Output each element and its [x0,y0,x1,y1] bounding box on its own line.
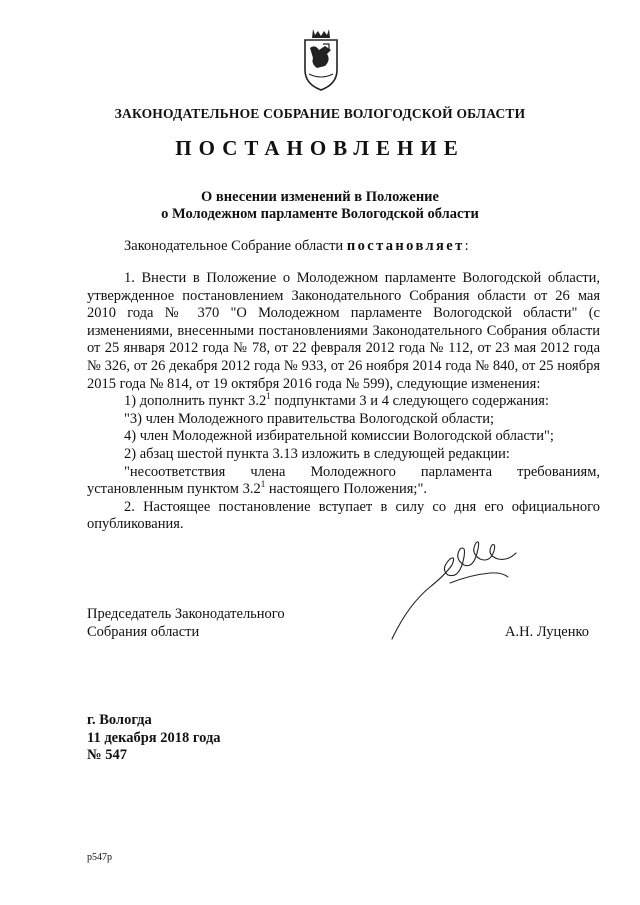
intro-suffix: : [464,238,469,254]
document-code: р547р [87,852,112,863]
subject-line-1: О внесении изменений в Положение [201,189,439,205]
resolution-intro [124,238,469,255]
place-and-date [87,712,221,765]
item-1-subpoint-3: "3) член Молодежного правительства Вологодской области; [124,410,494,427]
quote-superscript: 1 [260,479,266,490]
document-number: № 547 [87,747,127,763]
intro-verb: постановляет [346,238,465,254]
resolution-body [87,270,600,534]
vologda-coat-of-arms-icon [301,26,341,92]
item-1-superscript: 1 [266,391,271,402]
document-type: ПОСТАНОВЛЕНИЕ [175,136,465,160]
quote-text-b: настоящего Положения;". [265,481,427,498]
quote-text-a: "несоответствия члена Молодежного парламента требованиям, установленным пунктом 3.2 [87,463,600,498]
intro-prefix: Законодательное Собрание области [124,238,344,254]
paragraph-2: 2. Настоящее постановление вступает в силу со дня его официального опубликования. [87,498,600,533]
paragraph-1: 1. Внести в Положение о Молодежном парламенте Вологодской области, утвержденное постановлением Законодательного Собрания области от 26 мая 2010 года № 370 "О Молодежном парламенте Вологодской области" (с изменениями, внесенными постановлениями Законодательного Собрания области от 25 января 2012 года № 78, от 22 февраля 2012 года № 112, от 23 мая 2012 года № 326, от 26 декабря 2012 года № 933, от 26 ноября 2014 года № 840, от 25 ноября 2015 года № 814, от 19 октября 2016 года № 599), следующие изменения: [87,270,600,392]
item-1-subpoint-4: 4) член Молодежной избирательной комиссии Вологодской области"; [124,428,554,445]
item-2-quote [87,464,600,499]
subject-line-2: о Молодежном парламенте Вологодской области [161,206,479,222]
document-subject [0,189,640,223]
item-1-text-a: 1) дополнить пункт 3.2 [124,393,267,410]
signatory-title [87,605,285,641]
item-1-text-b: подпунктами 3 и 4 следующего содержания: [270,393,550,410]
date: 11 декабря 2018 года [87,729,221,746]
signatory-title-line-1: Председатель Законодательного [87,606,285,622]
handwritten-signature [390,535,520,645]
organization-name: ЗАКОНОДАТЕЛЬНОЕ СОБРАНИЕ ВОЛОГОДСКОЙ ОБЛАСТИ [114,106,526,121]
item-1 [87,393,600,411]
city: г. Вологда [87,712,152,728]
item-2: 2) абзац шестой пункта 3.13 изложить в следующей редакции: [124,445,510,462]
signatory-name: А.Н. Луценко [505,624,590,640]
signatory-title-line-2: Собрания области [87,624,200,640]
